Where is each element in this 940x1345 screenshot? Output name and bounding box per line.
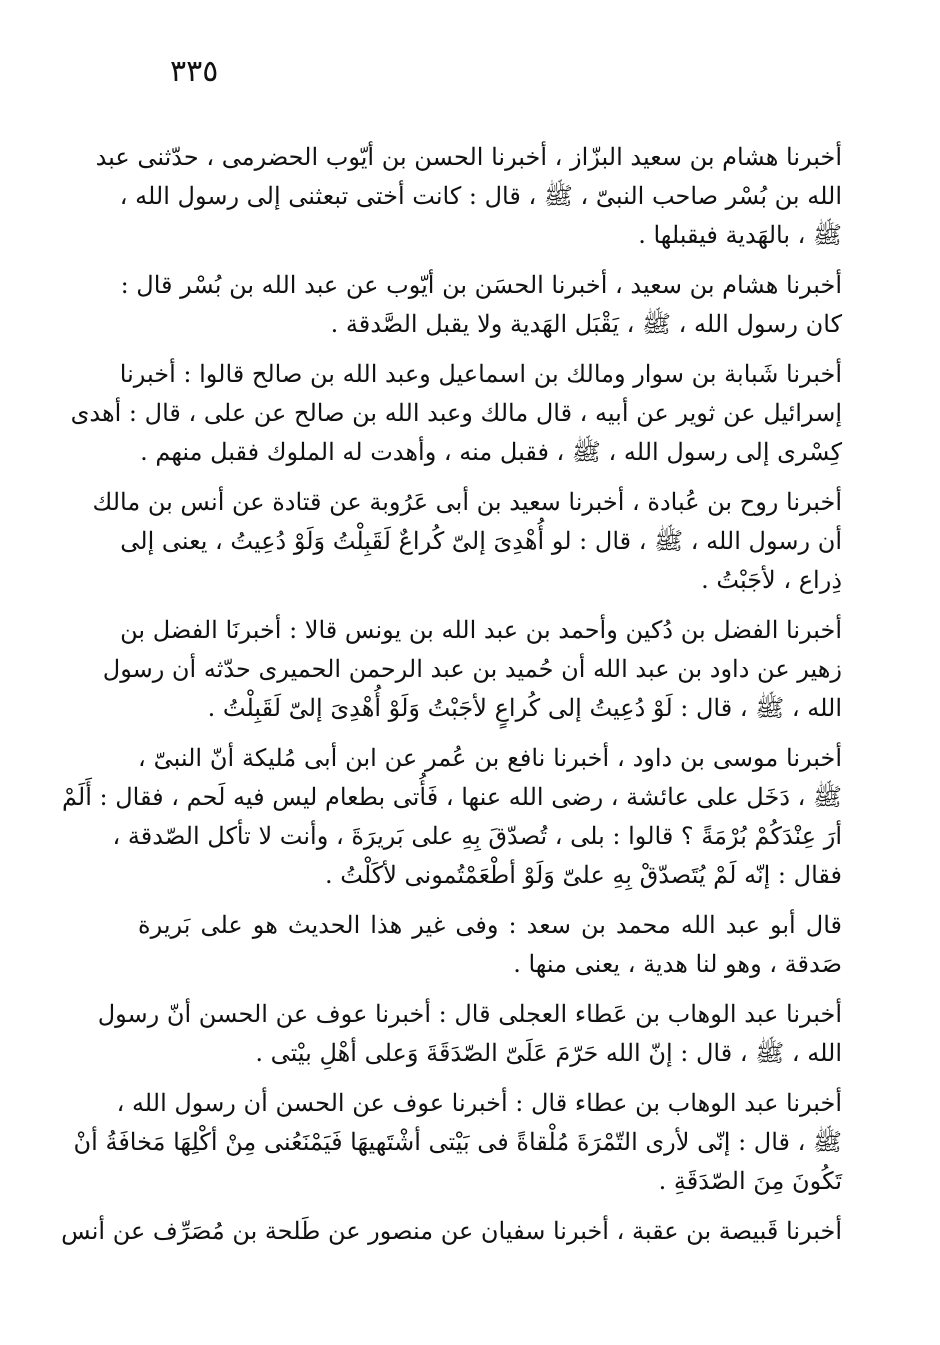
text-line: أخبرنا الفضل بن دُكين وأحمد بن عبد الله بن يونس قالا : أخبرنَا الفضل بن (120, 616, 842, 644)
paragraph (138, 906, 842, 984)
body-text (61, 138, 842, 1251)
paragraph (97, 995, 842, 1073)
paragraph (120, 266, 842, 344)
text-line: أخبرنا عبد الوهاب بن عطاء قال : أخبرنا عوف عن الحسن أن رسول الله ، (116, 1089, 842, 1117)
text-line: زهير عن داود بن عبد الله أن حُميد بن عبد الرحمن الحميرى حدّثه أن رسول (102, 655, 842, 683)
text-line: أخبرنا هشام بن سعيد البزّاز ، أخبرنا الحسن بن أيّوب الحضرمى ، حدّثنى عبد (95, 143, 842, 171)
text-line: صَدقة ، وهو لنا هدية ، يعنى منها . (513, 950, 842, 978)
text-line: ذِراع ، لأجَبْتُ . (701, 566, 842, 594)
text-line: ﷺ ، دَخَل على عائشة ، رضى الله عنها ، فَأُتى بطعام ليس فيه لَحم ، فقال : أَلَمْ (61, 783, 842, 811)
paragraph (102, 611, 842, 728)
text-line: الله ، ﷺ ، قال : إنّ الله حَرّمَ عَلَىّ الصّدَقَةَ وَعلى أهْلِ بيْتى . (255, 1039, 842, 1067)
paragraph (92, 483, 842, 600)
text-line: الله ، ﷺ ، قال : لَوْ دُعِيتُ إلى كُراعٍ لأجَبْتُ وَلَوْ أُهْدِىَ إلىّ لَقَبِلْتُ . (207, 694, 842, 722)
text-line: قال أبو عبد الله محمد بن سعد : وفى غير هذا الحديث هو على بَريرة (138, 911, 842, 939)
text-line: الله بن بُسْر صاحب النبىّ ، ﷺ ، قال : كانت أختى تبعثنى إلى رسول الله ، (119, 182, 842, 210)
text-line: ﷺ ، قال : إنّى لأرى التّمْرَةَ مُلْقاةً فى بَيْتى أشْتَهيهَا فَيَمْنَعُنى مِنْ أكْلِهَا مَخافَةُ أنْ (73, 1128, 842, 1156)
text-line: أخبرنا شَبابة بن سوار ومالك بن اسماعيل وعبد الله بن صالح قالوا : أخبرنا (119, 360, 842, 388)
paragraph (61, 739, 842, 895)
paragraph (95, 138, 842, 255)
text-line: أخبرنا روح بن عُبادة ، أخبرنا سعيد بن أبى عَرُوبة عن قتادة عن أنس بن مالك (92, 488, 842, 516)
text-line: أخبرنا هشام بن سعيد ، أخبرنا الحسَن بن أيّوب عن عبد الله بن بُسْر قال : (120, 271, 842, 299)
text-line: كِسْرى إلى رسول الله ، ﷺ ، فقبل منه ، وأهدت له الملوك فقبل منهم . (140, 438, 842, 466)
text-line: تَكُونَ مِنَ الصّدَقَةِ . (658, 1167, 842, 1195)
text-line: فقال : إنّه لَمْ يُتَصدّقْ بِهِ علىّ وَلَوْ أطْعَمْتُمونى لأكَلْتُ . (325, 861, 842, 889)
text-line: أرَ عِنْدَكُمْ بُرْمَةً ؟ قالوا : بلى ، تُصدّقَ بِهِ على بَريرَةَ ، وأنت لا تأكل الصّدقة ، (112, 822, 842, 850)
text-line: أخبرنا عبد الوهاب بن عَطاء العجلى قال : أخبرنا عوف عن الحسن أنّ رسول (97, 1000, 842, 1028)
paragraph (73, 1084, 842, 1201)
paragraph (70, 355, 842, 472)
paragraph (61, 1212, 842, 1251)
text-line: كان رسول الله ، ﷺ ، يَقْبَل الهَدية ولا يقبل الصَّدقة . (330, 310, 842, 338)
text-line: أن رسول الله ، ﷺ ، قال : لو أُهْدِىَ إلىّ كُراعٌ لَقَبِلْتُ وَلَوْ دُعِيتُ ، يعنى إلى (120, 527, 842, 555)
text-line: أخبرنا موسى بن داود ، أخبرنا نافع بن عُمر عن ابن أبى مُليكة أنّ النبىّ ، (138, 744, 842, 772)
text-line: أخبرنا قَبيصة بن عقبة ، أخبرنا سفيان عن منصور عن طَلحة بن مُصَرِّف عن أنس (61, 1217, 842, 1245)
page-number: ٣٣٥ (170, 54, 219, 89)
text-line: ﷺ ، بالهَدية فيقبلها . (638, 221, 842, 249)
text-line: إسرائيل عن ثوير عن أبيه ، قال مالك وعبد الله بن صالح عن على ، قال : أهدى (70, 399, 842, 427)
